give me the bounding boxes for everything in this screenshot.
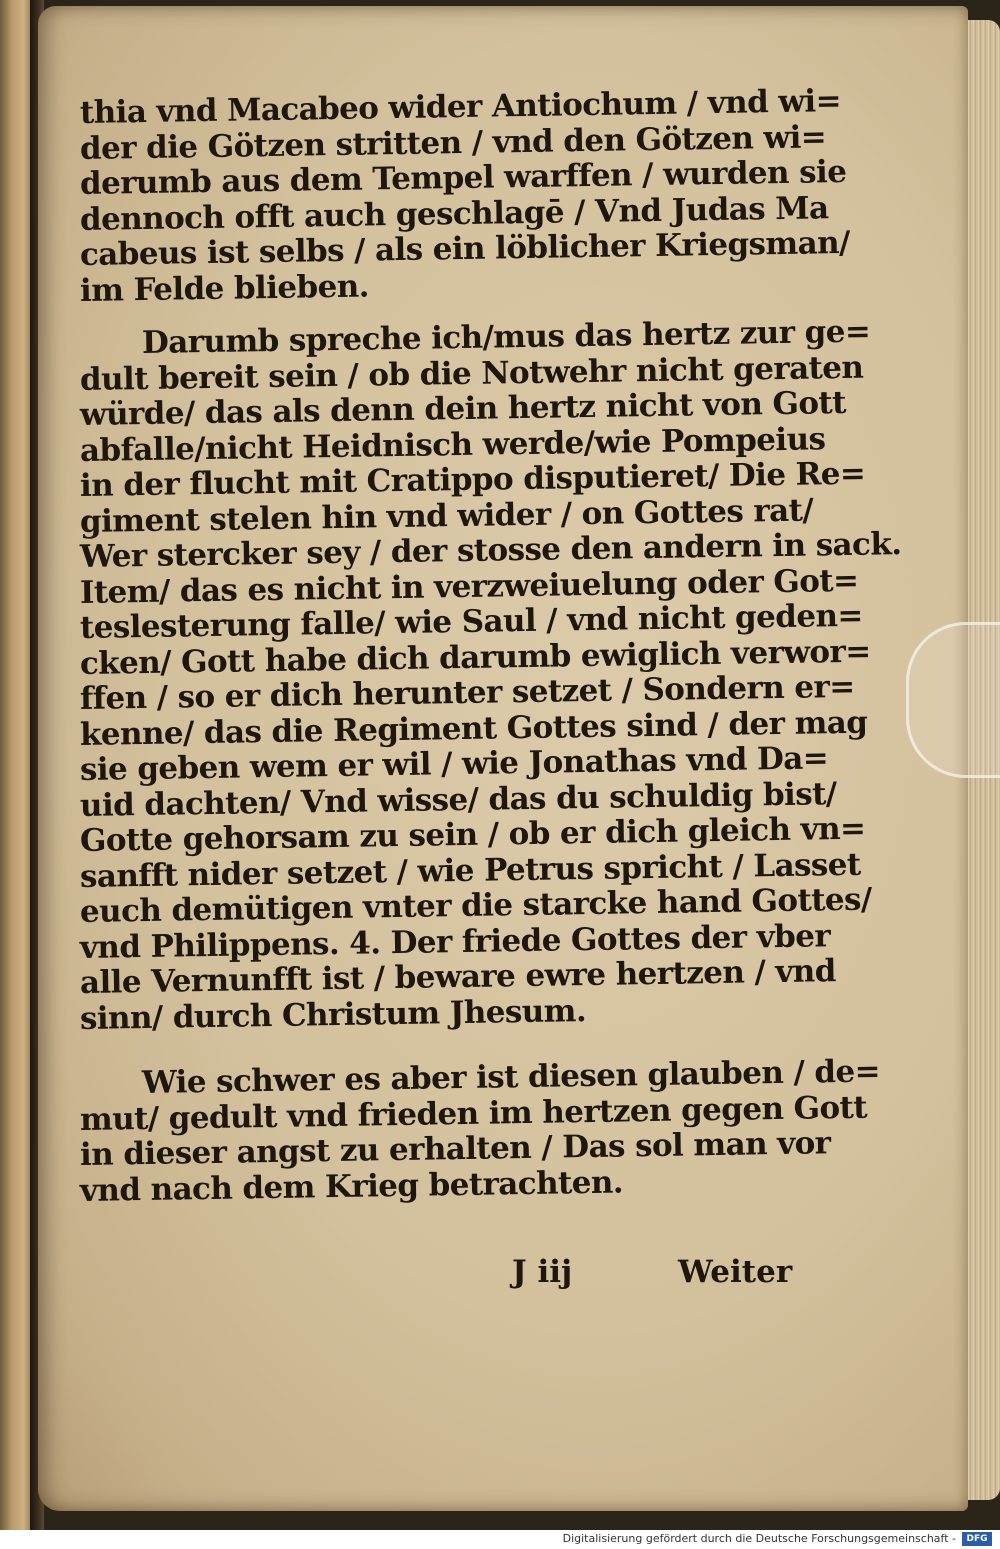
text-line: Item/ das es nicht in verzweiuelung oder Got= bbox=[79, 562, 859, 611]
text-line: im Felde blieben. bbox=[79, 267, 370, 309]
text-line: in der flucht mit Cratippo disputieret/ Die Re= bbox=[79, 455, 866, 504]
paragraph-3 bbox=[79, 1053, 881, 1209]
text-line: Wer stercker sey / der stosse den andern in sack. bbox=[79, 526, 902, 575]
catchword: Weiter bbox=[678, 1254, 793, 1290]
text-line: Wie schwer es aber ist diesen glauben / de= bbox=[141, 1053, 881, 1102]
text-line: sinn/ durch Christum Jhesum. bbox=[79, 992, 587, 1037]
paragraph-2 bbox=[79, 313, 902, 1037]
text-line: alle Vernunfft ist / beware ewre hertzen / vnd bbox=[79, 953, 837, 1001]
text-line: Darumb spreche ich/mus das hertz zur ge= bbox=[141, 313, 871, 362]
text-line: giment stelen hin vnd wider / on Gottes rat/ bbox=[79, 491, 814, 540]
text-line: der die Götzen stritten / vnd den Götzen wi= bbox=[79, 118, 827, 167]
signature-mark: J iij bbox=[512, 1254, 573, 1290]
page-text bbox=[79, 83, 902, 1209]
text-line: vnd Philippens. 4. Der friede Gottes der vber bbox=[79, 917, 831, 966]
page-clip-icon bbox=[906, 622, 1000, 778]
text-line: sie geben wem er wil / wie Jonathas vnd Da= bbox=[79, 740, 829, 788]
text-line: euch demütigen vnter die starcke hand Gottes/ bbox=[79, 881, 872, 930]
text-line: abfalle/nicht Heidnisch werde/wie Pompeius bbox=[79, 420, 826, 469]
text-line: thia vnd Macabeo wider Antiochum / vnd wi= bbox=[79, 83, 842, 131]
text-line: sanfft nider setzet / wie Petrus spricht / Lasset bbox=[79, 846, 861, 895]
text-line: in dieser angst zu erhalten / Das sol man vor bbox=[79, 1125, 831, 1173]
funding-note: Digitalisierung gefördert durch die Deutsche Forschungsgemeinschaft - bbox=[562, 1532, 956, 1545]
text-line: vnd nach dem Krieg betrachten. bbox=[79, 1163, 624, 1209]
text-line: derumb aus dem Tempel warffen / wurden sie bbox=[79, 153, 847, 202]
text-line: dennoch offt auch geschlagē / Vnd Judas Ma bbox=[79, 189, 829, 238]
text-line: dult bereit sein / ob die Notwehr nicht geraten bbox=[79, 349, 864, 398]
text-line: mut/ gedult vnd frieden im hertzen gegen Gott bbox=[79, 1089, 868, 1138]
page-footer-line bbox=[80, 1254, 800, 1294]
text-line: teslesterung falle/ wie Saul / vnd nicht geden= bbox=[79, 597, 864, 646]
text-line: ffen / so er dich herunter setzet / Sondern er= bbox=[79, 668, 855, 717]
paragraph-1 bbox=[79, 83, 850, 309]
digitization-footer bbox=[0, 1530, 1000, 1549]
text-line: cabeus ist selbs / als ein löblicher Kriegsman/ bbox=[79, 224, 850, 273]
previous-page-edge bbox=[0, 0, 34, 1530]
text-line: würde/ das als denn dein hertz nicht von Gott bbox=[79, 384, 847, 433]
text-line: cken/ Gott habe dich darumb ewiglich verwor= bbox=[79, 633, 871, 682]
text-line: uid dachten/ Vnd wisse/ das du schuldig bist/ bbox=[79, 775, 837, 824]
text-line: kenne/ das die Regiment Gottes sind / der mag bbox=[79, 704, 868, 753]
text-line: Gotte gehorsam zu sein / ob er dich gleich vn= bbox=[79, 810, 866, 859]
dfg-logo-icon: DFG bbox=[962, 1532, 992, 1546]
